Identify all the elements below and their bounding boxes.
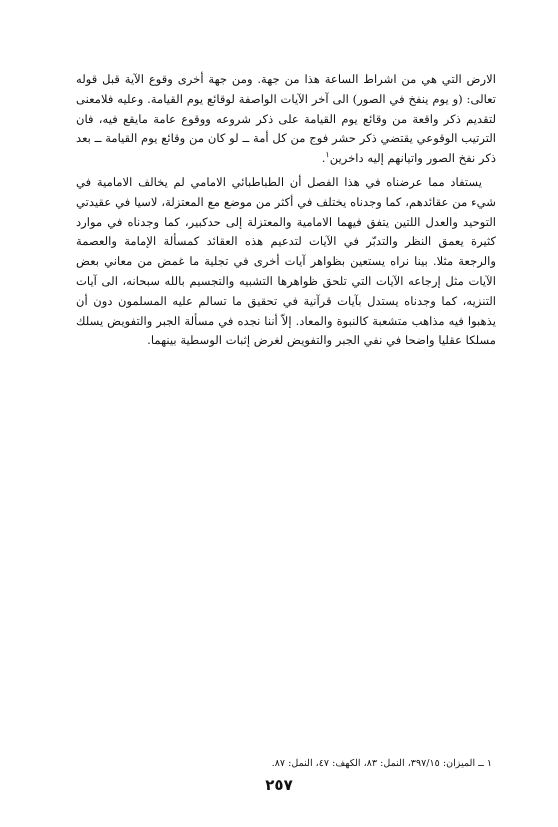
paragraph-1-end: . bbox=[321, 151, 326, 166]
paragraph-1-text: الارض التي هي من اشراط الساعة هذا من جهة. ومن جهة أخرى وقوع الآية قبل قوله تعالى: (و يوم ينفخ في الصور) الى آخر الآيات الواصفة لوقائع يوم القيامة. وعليه فلامعنى لتقديم ذكر واقعة من وقائع يوم القيامة على ذكر شروعه ووقوع عامة مايقع فيه، فان الترتيب الوقوعي يقتضي ذكر حشر فوج من كل أمة ــ لو كان من وقائع يوم القيامة ــ بعد ذكر نفخ الصور واتيانهم إليه داخرين bbox=[76, 72, 496, 166]
footnote: ١ ــ الميزان: ٣٩٧/١٥، النمل: ٨٣، الكهف: ٤٧، النمل: ٨٧. bbox=[271, 758, 492, 769]
footnote-reference-marker: ١ bbox=[325, 150, 330, 160]
page-number: ٢٥٧ bbox=[265, 776, 293, 794]
paragraph-1 bbox=[76, 70, 496, 169]
paragraph-2: يستفاد مما عرضناه في هذا الفصل أن الطباطبائي الامامي لم يخالف الامامية في شيء من عقائدهم، كما وجدناه يختلف في أكثر من موضع مع المعتزلة، لاسيا في عقيدتي التوحيد والعدل اللتين يتفق فيهما الامامية والمعتزلة إلى حدكبير، كما وجدناه في موارد كثيرة يعمق النظر والتدبّر في الآيات لتدعيم هذه العقائد كمسألة الإمامة والعصمة والرجعة مثلا. بينا نراه يستعين بظواهر آيات أخرى في تجلية ما غمض من معاني بعض الآيات مثل إرجاعه الآيات التي تلحق ظواهرها التشبيه والتجسيم بالله سبحانه، الى آيات التنزيه، كما وجدناه يستدل بآيات قرآنية في تحقيق ما تسالم عليه المسلمون دون أن يذهبوا فيه مذاهب متشعبة كالنبوة والمعاد. إلاّ أننا نجده في مسألة الجبر والتفويض يسلك مسلكا عقليا واضحا في نفي الجبر والتفويض لغرض إثبات الوسطية بينهما. bbox=[76, 174, 496, 348]
body-text bbox=[76, 70, 496, 351]
